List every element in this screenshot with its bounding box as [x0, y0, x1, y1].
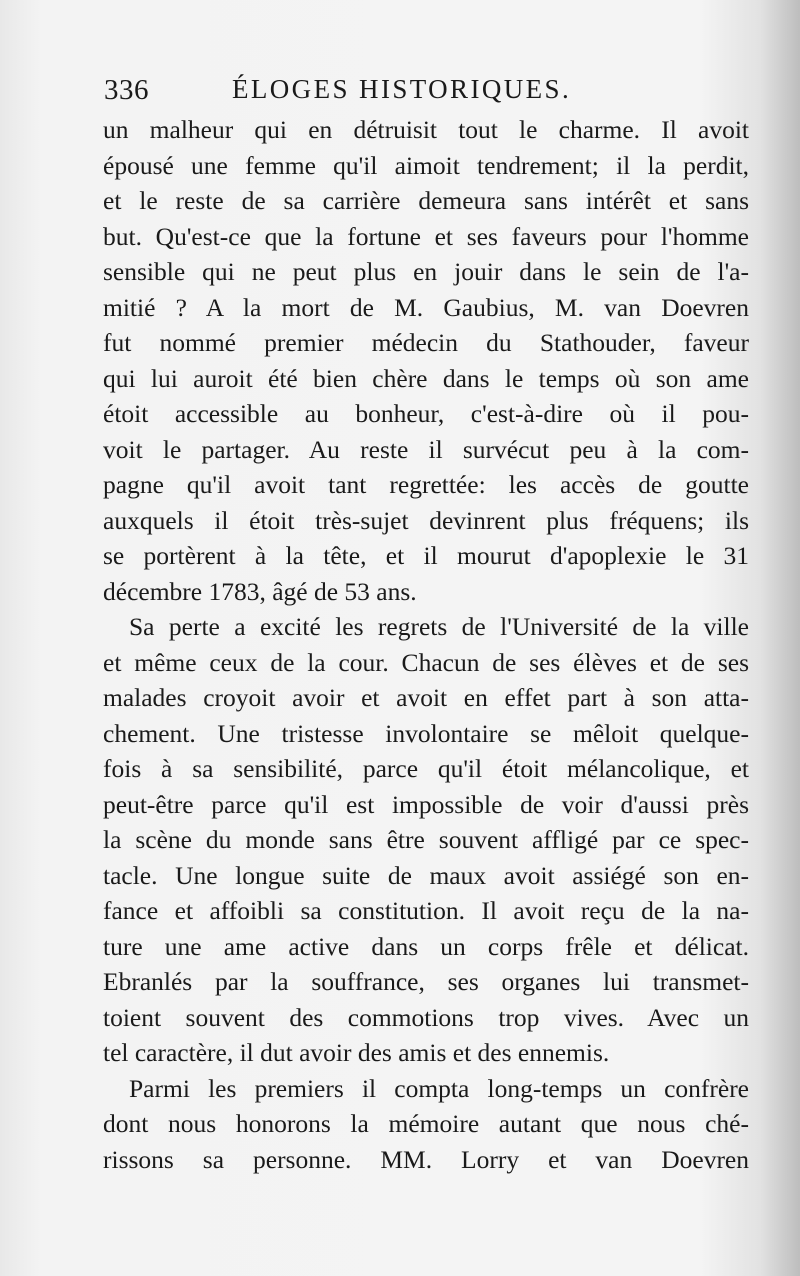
text-line: ture une ame active dans un corps frêle et délicat.	[103, 931, 749, 961]
text-line: la scène du monde sans être souvent affligé par ce spec-	[103, 825, 749, 854]
paragraph-1	[103, 112, 749, 609]
text-line: tacle. Une longue suite de maux avoit assiégé son en-	[103, 860, 749, 890]
text-line: épousé une femme qu'il aimoit tendrement; il la perdit,	[103, 150, 749, 180]
text-line: et même ceux de la cour. Chacun de ses élèves et de ses	[103, 647, 749, 677]
text-line: se portèrent à la tête, et il mourut d'apoplexie le 31	[103, 541, 749, 570]
page-number: 336	[104, 74, 149, 106]
text-line: pagne qu'il avoit tant regrettée: les accès de goutte	[103, 470, 749, 499]
text-line: qui lui auroit été bien chère dans le temps où son ame	[103, 363, 749, 393]
text-line: voit le partager. Au reste il survécut peu à la com-	[103, 434, 749, 464]
text-line: toient souvent des commotions trop vives. Avec un	[103, 1002, 749, 1032]
text-line: fois à sa sensibilité, parce qu'il étoit mélancolique, et	[103, 754, 749, 783]
text-line: mitié ? A la mort de M. Gaubius, M. van Doevren	[103, 292, 749, 322]
text-line: malades croyoit avoir et avoit en effet part à son atta-	[103, 683, 749, 712]
text-line: dont nous honorons la mémoire autant que nous ché-	[103, 1109, 749, 1138]
text-line: et le reste de sa carrière demeura sans intérêt et sans	[103, 186, 749, 215]
paragraph-3	[103, 1071, 749, 1178]
text-line: peut-être parce qu'il est impossible de voir d'aussi près	[103, 789, 749, 819]
page-header	[104, 74, 744, 114]
text-line: Sa perte a excité les regrets de l'Université de la ville	[129, 612, 749, 641]
paragraph-2	[103, 609, 749, 1071]
text-line: tel caractère, il dut avoir des amis et des ennemis.	[103, 1038, 610, 1067]
text-line: décembre 1783, âgé de 53 ans.	[103, 576, 417, 606]
text-line: étoit accessible au bonheur, c'est-à-dire où il pou-	[103, 399, 749, 428]
text-line: fut nommé premier médecin du Stathouder, faveur	[103, 328, 749, 357]
body-text	[103, 112, 749, 1177]
text-line: Parmi les premiers il compta long-temps un confrère	[129, 1073, 749, 1103]
text-line: auxquels il étoit très-sujet devinrent plus fréquens; ils	[103, 505, 749, 535]
text-line: un malheur qui en détruisit tout le charme. Il avoit	[103, 115, 749, 144]
text-line: Ebranlés par la souffrance, ses organes lui transmet-	[103, 967, 749, 996]
text-line: rissons sa personne. MM. Lorry et van Doevren	[103, 1144, 749, 1174]
text-line: fance et affoibli sa constitution. Il avoit reçu de la na-	[103, 896, 749, 925]
running-title: ÉLOGES HISTORIQUES.	[232, 74, 572, 104]
text-line: but. Qu'est-ce que la fortune et ses faveurs pour l'homme	[103, 221, 749, 251]
text-line: chement. Une tristesse involontaire se mêloit quelque-	[103, 718, 749, 748]
text-line: sensible qui ne peut plus en jouir dans le sein de l'a-	[103, 257, 749, 286]
